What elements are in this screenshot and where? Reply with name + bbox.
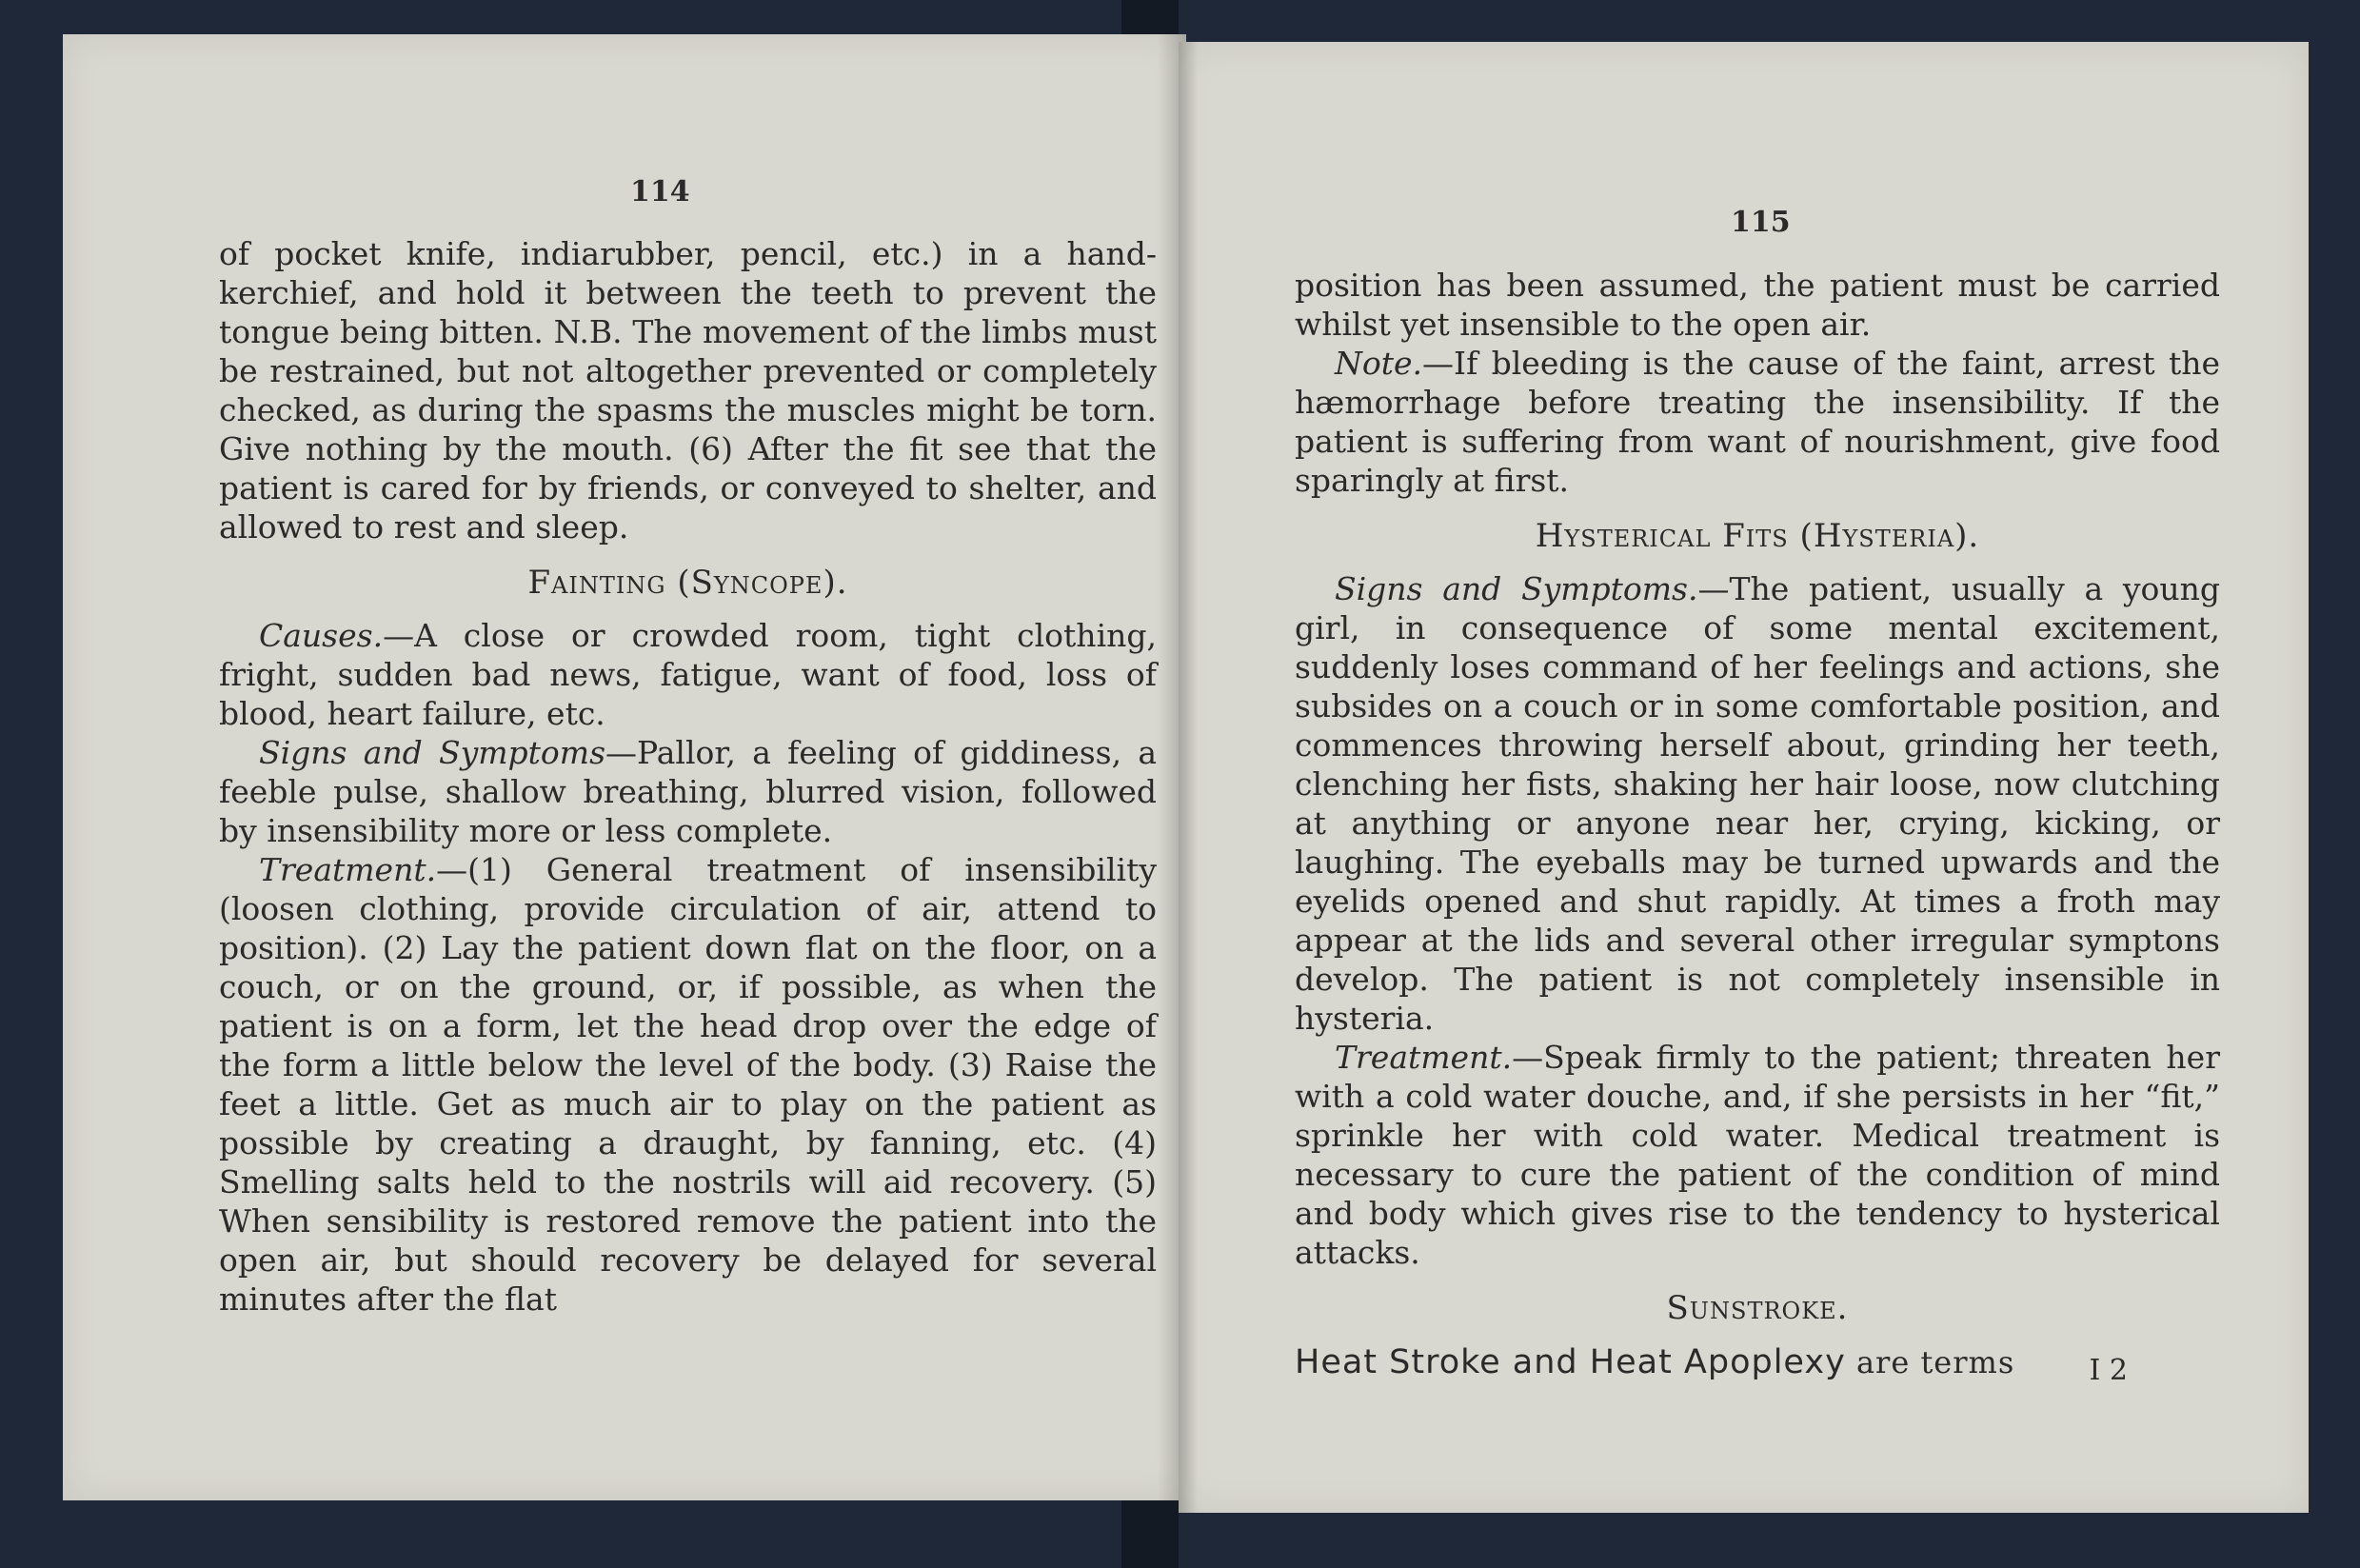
treatment-label: Treatment. (259, 851, 437, 888)
page-number-left: 114 (630, 175, 690, 208)
paragraph-heat-stroke (1295, 1341, 2220, 1383)
treatment-text: —(1) General treatment of insensibility (loosen clothing, provide circulation of air, attend to position). (2) Lay the patient down flat on the floor, on a couch, or on the ground, or, if possible, as when the patient is on a form, let the head drop over the edge of the form a little below the level of the body. (3) Raise the feet a little. Get as much air to play on the patient as possible by creating a draught, by fanning, etc. (4) Smelling salts held to the nostrils will aid recovery. (5) When sensibility is restored remove the patient into the open air, but should recovery be delayed for several minutes after the flat (219, 851, 1157, 1318)
left-page-text (219, 234, 1157, 1319)
signs-label: Signs and Symptoms (259, 734, 606, 771)
heat-stroke-rest: are terms (1845, 1344, 2015, 1380)
hysteria-treatment-label: Treatment. (1335, 1039, 1513, 1076)
heading-fainting: Fainting (Syncope). (527, 564, 848, 602)
note-label: Note. (1335, 345, 1423, 382)
note-text: —If bleeding is the cause of the faint, arrest the hæmorrhage before treating the insensibility. If the patient is suffering from want of nourishment, give food sparingly at first. (1295, 345, 2220, 499)
paragraph-signs (219, 733, 1157, 850)
paragraph-treatment (219, 850, 1157, 1319)
right-page (1179, 42, 2309, 1513)
paragraph-epilepsy-continuation: of pocket knife, indiarubber, pencil, etc.) in a hand-kerchief, and hold it between the teeth to prevent the tongue being bitten. N.B. The movement of the limbs must be restrained, but not altogether prevented or completely checked, as during the spasms the muscles might be torn. Give nothing by the mouth. (6) After the fit see that the patient is cared for by friends, or conveyed to shelter, and allowed to rest and sleep. (219, 235, 1157, 546)
paragraph-note (1295, 344, 2220, 500)
heat-stroke-terms: Heat Stroke and Heat Apoplexy (1295, 1343, 1846, 1381)
paragraph-hysteria-signs (1295, 569, 2220, 1038)
right-page-text (1295, 266, 2220, 1383)
hysteria-signs-label: Signs and Symptoms. (1335, 570, 1698, 607)
paragraph-hysteria-treatment (1295, 1038, 2220, 1272)
hysteria-signs-text: —The patient, usually a young girl, in consequence of some mental excitement, suddenly loses command of her feelings and actions, she subsides on a couch or in some comfortable position, and commences throwing herself about, grinding her teeth, clenching her fists, shaking her hair loose, now clutching at anything or anyone near her, crying, kicking, or laughing. The eyeballs may be turned upwards and the eyelids opened and shut rapidly. At times a froth may appear at the lids and several other irregular symptons develop. The patient is not completely insensible in hysteria. (1295, 570, 2220, 1037)
left-page (63, 34, 1186, 1500)
causes-label: Causes. (259, 617, 384, 654)
signs-text: —Pallor, a feeling of giddiness, a feeble pulse, shallow breathing, blurred vision, followed by insensibility more or less complete. (219, 734, 1157, 849)
paragraph-causes (219, 616, 1157, 733)
signature-mark: I 2 (2089, 1354, 2128, 1387)
hysteria-treatment-text: —Speak firmly to the patient; threaten her with a cold water douche, and, if she persists in her “fit,” sprinkle her with cold water. Medical treatment is necessary to cure the patient of the condition of mind and body which gives rise to the tendency to hysterical attacks. (1295, 1039, 2220, 1271)
page-number-right: 115 (1731, 206, 1791, 239)
paragraph-position-continuation: position has been assumed, the patient must be carried whilst yet insensible to the open air. (1295, 267, 2220, 343)
heading-sunstroke: Sunstroke. (1666, 1289, 1849, 1327)
heading-hysterical-fits: Hysterical Fits (Hysteria). (1535, 517, 1980, 555)
causes-text: —A close or crowded room, tight clothing, fright, sudden bad news, fatigue, want of food, loss of blood, heart failure, etc. (219, 617, 1157, 732)
